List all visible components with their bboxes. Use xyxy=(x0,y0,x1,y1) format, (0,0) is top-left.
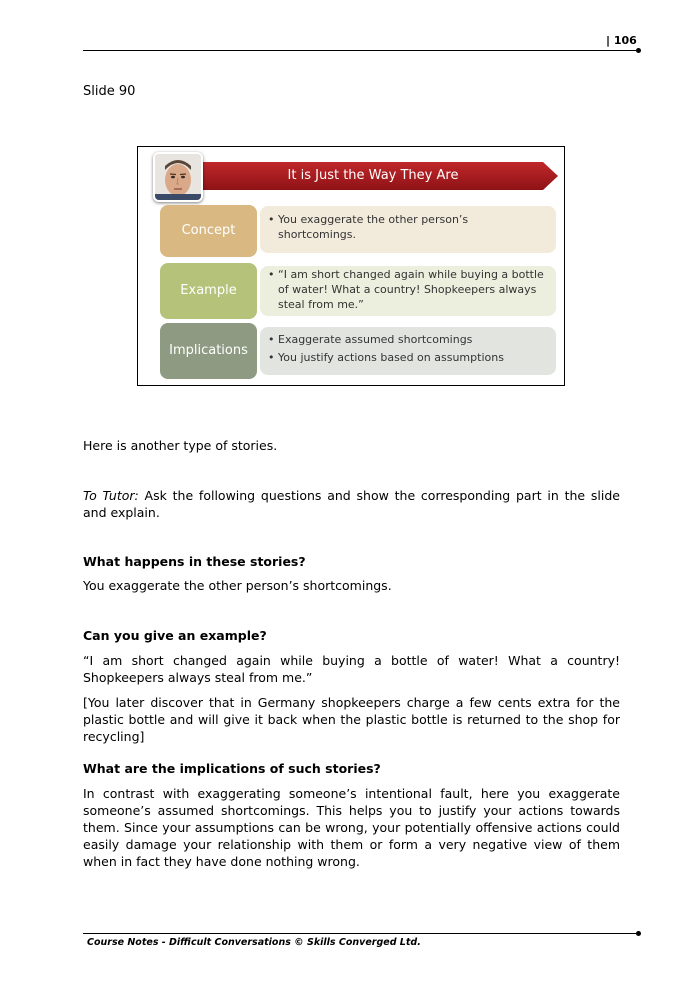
question-heading: Can you give an example? xyxy=(83,628,267,643)
footer-rule-dot xyxy=(636,931,641,936)
header-rule-dot xyxy=(636,48,641,53)
example-note: [You later discover that in Germany shopkeepers charge a few cents extra for the plastic bottle and will give it back when the plastic bottle is returned to the shop for recycling] xyxy=(83,695,620,744)
list-item: • You justify actions based on assumptions xyxy=(268,350,546,365)
list-item: • Exaggerate assumed shortcomings xyxy=(268,332,546,347)
answer-paragraph: You exaggerate the other person’s shortcomings. xyxy=(83,578,392,593)
tutor-text: Ask the following questions and show the corresponding part in the slide and explain. xyxy=(83,488,620,520)
question-heading: What are the implications of such stories? xyxy=(83,761,381,776)
slide-image xyxy=(137,146,565,386)
concept-pill: Concept xyxy=(160,205,257,257)
footer-rule xyxy=(83,933,638,934)
question-heading: What happens in these stories? xyxy=(83,554,306,569)
tutor-prefix: To Tutor: xyxy=(83,488,139,503)
slide-title: It is Just the Way They Are xyxy=(287,168,459,183)
example-bubble xyxy=(260,266,556,316)
implications-bubble xyxy=(260,327,556,375)
header-rule xyxy=(83,50,638,51)
avatar xyxy=(153,152,203,202)
slide-label: Slide 90 xyxy=(83,84,136,99)
intro-paragraph: Here is another type of stories. xyxy=(83,438,278,453)
list-item: • “I am short changed again while buying a bottle of water! What a country! Shopkeepers always steal from me.” xyxy=(268,267,546,312)
example-quote: “I am short changed again while buying a bottle of water! What a country! Shopkeepers always steal from me.” xyxy=(83,653,620,685)
implications-paragraph: In contrast with exaggerating someone’s intentional fault, here you exaggerate someone’s assumed shortcomings. This helps you to justify your actions towards them. Since your assumptions can be wrong, your potentially offensive actions could easily damage your relationship with them or form a very negative view of them when in fact they have done nothing wrong. xyxy=(83,786,620,869)
face-icon xyxy=(155,154,201,200)
tutor-paragraph xyxy=(83,487,620,521)
slide-banner xyxy=(158,162,558,190)
implications-pill: Implications xyxy=(160,323,257,379)
concept-bubble xyxy=(260,206,556,253)
list-item: • You exaggerate the other person’s shortcomings. xyxy=(268,212,546,242)
footer-text: Course Notes - Difficult Conversations © Skills Converged Ltd. xyxy=(87,937,421,948)
example-pill: Example xyxy=(160,263,257,319)
page-number: | 106 xyxy=(606,34,637,47)
